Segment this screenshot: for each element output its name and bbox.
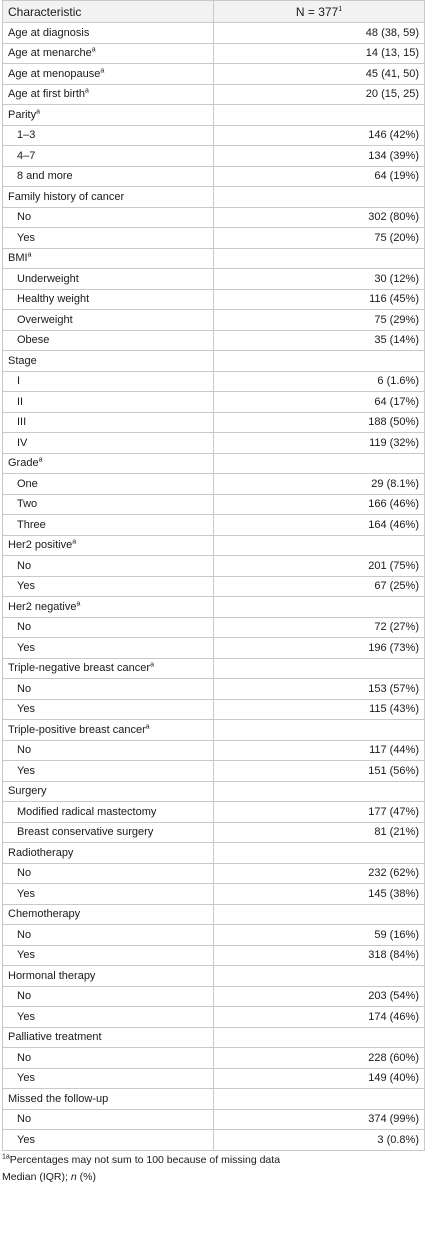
row-value-cell	[214, 125, 425, 146]
table-row	[3, 1007, 425, 1028]
row-label: Grade	[8, 457, 39, 470]
row-sublabel-cell	[3, 1109, 214, 1130]
row-sublabel-cell	[3, 617, 214, 638]
row-label-cell	[3, 64, 214, 85]
table-row	[3, 781, 425, 802]
row-label: Her2 positive	[8, 539, 73, 552]
row-value-cell	[214, 433, 425, 454]
table-row	[3, 351, 425, 372]
row-label: Yes	[17, 641, 35, 654]
row-value-cell	[214, 740, 425, 761]
row-label: No	[17, 990, 32, 1003]
table-row	[3, 986, 425, 1007]
row-value: 196 (73%)	[368, 641, 419, 654]
row-label: I	[17, 375, 21, 388]
row-label: Two	[17, 498, 38, 511]
row-sublabel-cell	[3, 474, 214, 495]
row-label-superscript: a	[38, 456, 43, 464]
row-label: Chemotherapy	[8, 908, 81, 921]
row-value-cell	[214, 166, 425, 187]
row-label-cell	[3, 1027, 214, 1048]
row-label: Yes	[17, 1072, 35, 1085]
table-row	[3, 105, 425, 126]
row-sublabel-cell	[3, 392, 214, 413]
row-value-cell	[214, 925, 425, 946]
row-label-cell	[3, 248, 214, 269]
row-label-cell	[3, 23, 214, 44]
row-label: Underweight	[17, 272, 79, 285]
row-value-cell	[214, 84, 425, 105]
table-row	[3, 884, 425, 905]
row-sublabel-cell	[3, 515, 214, 536]
table-row	[3, 494, 425, 515]
row-value: 59 (16%)	[374, 928, 419, 941]
row-value-cell	[214, 535, 425, 556]
row-label-superscript: a	[36, 108, 41, 116]
row-value: 115 (43%)	[369, 703, 419, 716]
row-label-superscript: a	[91, 46, 96, 54]
row-value: 374 (99%)	[368, 1113, 419, 1126]
row-label: Modified radical mastectomy	[17, 805, 157, 818]
table-row	[3, 330, 425, 351]
row-label: Hormonal therapy	[8, 969, 96, 982]
row-label-cell	[3, 658, 214, 679]
row-value: 72 (27%)	[374, 621, 419, 634]
row-value-cell	[214, 330, 425, 351]
row-sublabel-cell	[3, 761, 214, 782]
footnote-2	[2, 1169, 427, 1186]
row-sublabel-cell	[3, 802, 214, 823]
row-label-cell	[3, 453, 214, 474]
row-label-superscript: a	[100, 67, 105, 75]
table-row	[3, 802, 425, 823]
table-row	[3, 658, 425, 679]
table-row	[3, 289, 425, 310]
row-value: 146 (42%)	[368, 129, 419, 142]
footnote-2-italic: n	[70, 1170, 77, 1183]
row-sublabel-cell	[3, 494, 214, 515]
row-label: Overweight	[17, 313, 73, 326]
row-sublabel-cell	[3, 822, 214, 843]
table-row	[3, 187, 425, 208]
row-label: Obese	[17, 334, 50, 347]
table-row	[3, 597, 425, 618]
row-value: 75 (29%)	[374, 313, 419, 326]
row-value-cell	[214, 453, 425, 474]
row-value-cell	[214, 474, 425, 495]
table-row	[3, 474, 425, 495]
row-label: Family history of cancer	[8, 190, 125, 203]
table-row	[3, 925, 425, 946]
row-value: 117 (44%)	[369, 744, 419, 757]
row-label: Age at first birth	[8, 88, 86, 101]
row-label: Breast conservative surgery	[17, 826, 154, 839]
row-value-cell	[214, 761, 425, 782]
row-sublabel-cell	[3, 166, 214, 187]
table-row	[3, 904, 425, 925]
row-label: Palliative treatment	[8, 1031, 102, 1044]
row-label: Age at menopause	[8, 67, 101, 80]
table-row	[3, 125, 425, 146]
row-label: Triple-positive breast cancer	[8, 723, 146, 736]
row-label: Radiotherapy	[8, 846, 74, 859]
row-value: 302 (80%)	[368, 211, 419, 224]
row-label: Her2 negative	[8, 600, 77, 613]
row-label-superscript: a	[145, 723, 150, 731]
row-sublabel-cell	[3, 556, 214, 577]
row-label-cell	[3, 105, 214, 126]
footnote-2-prefix: Median (IQR);	[2, 1170, 71, 1183]
table-row	[3, 740, 425, 761]
row-value-cell	[214, 822, 425, 843]
row-sublabel-cell	[3, 1068, 214, 1089]
row-label: Missed the follow-up	[8, 1092, 109, 1105]
row-label: One	[17, 477, 38, 490]
row-value-cell	[214, 863, 425, 884]
row-value-cell	[214, 679, 425, 700]
row-label-superscript: a	[85, 87, 89, 95]
table-row	[3, 1068, 425, 1089]
row-label: No	[17, 1051, 32, 1064]
table-row	[3, 679, 425, 700]
row-value: 201 (75%)	[368, 559, 419, 572]
table-row	[3, 146, 425, 167]
row-value-cell	[214, 289, 425, 310]
table-row	[3, 617, 425, 638]
row-label: No	[17, 682, 32, 695]
row-label-superscript: a	[72, 538, 77, 546]
table-header-row	[3, 1, 425, 23]
row-sublabel-cell	[3, 330, 214, 351]
table-row	[3, 515, 425, 536]
row-value-cell	[214, 146, 425, 167]
row-value-cell	[214, 556, 425, 577]
row-value: 81 (21%)	[374, 826, 419, 839]
table-row	[3, 228, 425, 249]
row-sublabel-cell	[3, 679, 214, 700]
row-sublabel-cell	[3, 146, 214, 167]
table-row	[3, 23, 425, 44]
table-row	[3, 863, 425, 884]
table-row	[3, 576, 425, 597]
row-sublabel-cell	[3, 1007, 214, 1028]
row-value: 67 (25%)	[374, 580, 419, 593]
header-characteristic: Characteristic	[3, 1, 214, 23]
row-value-cell	[214, 64, 425, 85]
table-row	[3, 945, 425, 966]
table-row	[3, 1048, 425, 1069]
row-value: 177 (47%)	[368, 805, 419, 818]
row-sublabel-cell	[3, 269, 214, 290]
row-value-cell	[214, 597, 425, 618]
table-row	[3, 248, 425, 269]
row-value-cell	[214, 248, 425, 269]
row-value: 151 (56%)	[368, 764, 419, 777]
row-label-cell	[3, 904, 214, 925]
row-sublabel-cell	[3, 433, 214, 454]
row-value-cell	[214, 658, 425, 679]
row-sublabel-cell	[3, 310, 214, 331]
table-row	[3, 699, 425, 720]
row-sublabel-cell	[3, 371, 214, 392]
row-value: 45 (41, 50)	[365, 67, 419, 80]
row-label: Yes	[17, 1010, 35, 1023]
row-label: Yes	[17, 1133, 35, 1146]
row-label-cell	[3, 1089, 214, 1110]
row-label: III	[17, 416, 27, 429]
characteristics-table	[2, 0, 425, 1151]
row-value: 134 (39%)	[368, 149, 419, 162]
row-label: No	[17, 744, 32, 757]
table-row	[3, 556, 425, 577]
row-label: Yes	[17, 949, 35, 962]
table-row	[3, 392, 425, 413]
row-sublabel-cell	[3, 412, 214, 433]
row-value: 228 (60%)	[368, 1051, 419, 1064]
row-sublabel-cell	[3, 576, 214, 597]
footnote-1-marks: 1a	[2, 1153, 10, 1160]
table-row	[3, 207, 425, 228]
row-label: Surgery	[8, 785, 47, 798]
row-sublabel-cell	[3, 638, 214, 659]
row-label-superscript: a	[76, 600, 81, 608]
table-row	[3, 1089, 425, 1110]
row-value-cell	[214, 1130, 425, 1151]
row-value-cell	[214, 43, 425, 64]
header-n	[214, 1, 425, 23]
row-value-cell	[214, 986, 425, 1007]
row-label: No	[17, 1113, 32, 1126]
row-value-cell	[214, 966, 425, 987]
row-sublabel-cell	[3, 125, 214, 146]
table-row	[3, 166, 425, 187]
table-row	[3, 638, 425, 659]
row-value-cell	[214, 187, 425, 208]
row-value: 29 (8.1%)	[371, 477, 419, 490]
row-label: BMI	[8, 252, 28, 265]
row-label: Yes	[17, 764, 35, 777]
row-label: IV	[17, 436, 28, 449]
row-label-cell	[3, 43, 214, 64]
row-value: 164 (46%)	[368, 518, 419, 531]
row-value-cell	[214, 1089, 425, 1110]
row-label-cell	[3, 597, 214, 618]
row-label: Stage	[8, 354, 37, 367]
row-value: 174 (46%)	[368, 1010, 419, 1023]
row-label-cell	[3, 187, 214, 208]
table-row	[3, 843, 425, 864]
row-label: No	[17, 559, 32, 572]
row-value-cell	[214, 945, 425, 966]
row-value: 30 (12%)	[374, 272, 419, 285]
table-row	[3, 371, 425, 392]
row-value: 149 (40%)	[368, 1072, 419, 1085]
footnote-1-text: Percentages may not sum to 100 because of missing data	[9, 1153, 281, 1166]
row-label-cell	[3, 84, 214, 105]
table-row	[3, 453, 425, 474]
row-label: 1–3	[17, 129, 36, 142]
row-value: 119 (32%)	[369, 436, 419, 449]
row-label: 4–7	[17, 149, 36, 162]
row-value: 188 (50%)	[368, 416, 419, 429]
row-value-cell	[214, 638, 425, 659]
row-value: 48 (38, 59)	[365, 26, 419, 39]
row-label-superscript: a	[27, 251, 32, 259]
row-value-cell	[214, 617, 425, 638]
table-row	[3, 433, 425, 454]
table-body	[3, 23, 425, 1151]
row-value: 318 (84%)	[368, 949, 419, 962]
row-value: 35 (14%)	[374, 334, 419, 347]
row-value: 14 (13, 15)	[365, 47, 419, 60]
row-value-cell	[214, 843, 425, 864]
row-label: Parity	[8, 108, 37, 121]
row-value-cell	[214, 269, 425, 290]
table-row	[3, 966, 425, 987]
row-value: 203 (54%)	[368, 990, 419, 1003]
row-sublabel-cell	[3, 740, 214, 761]
row-value: 232 (62%)	[368, 867, 419, 880]
row-label: Yes	[17, 703, 35, 716]
row-value-cell	[214, 515, 425, 536]
row-label: Yes	[17, 580, 35, 593]
row-value-cell	[214, 576, 425, 597]
row-value: 64 (19%)	[374, 170, 419, 183]
table-row	[3, 43, 425, 64]
row-label: Three	[17, 518, 46, 531]
footnote-1	[2, 1152, 427, 1169]
row-value-cell	[214, 392, 425, 413]
row-value: 153 (57%)	[368, 682, 419, 695]
table-row	[3, 822, 425, 843]
row-label-cell	[3, 966, 214, 987]
row-label-cell	[3, 351, 214, 372]
row-sublabel-cell	[3, 863, 214, 884]
table-row	[3, 84, 425, 105]
row-label-cell	[3, 535, 214, 556]
row-sublabel-cell	[3, 945, 214, 966]
row-value-cell	[214, 310, 425, 331]
row-label: No	[17, 621, 32, 634]
row-sublabel-cell	[3, 884, 214, 905]
row-value-cell	[214, 781, 425, 802]
row-sublabel-cell	[3, 699, 214, 720]
row-label: II	[17, 395, 24, 408]
row-value: 20 (15, 25)	[365, 88, 419, 101]
row-value: 3 (0.8%)	[377, 1133, 419, 1146]
row-value-cell	[214, 1068, 425, 1089]
row-label: Yes	[17, 887, 35, 900]
row-value-cell	[214, 494, 425, 515]
row-sublabel-cell	[3, 925, 214, 946]
row-value-cell	[214, 207, 425, 228]
table-row	[3, 1130, 425, 1151]
table-row	[3, 720, 425, 741]
row-value: 64 (17%)	[374, 395, 419, 408]
row-label: Age at menarche	[8, 47, 92, 60]
row-value: 145 (38%)	[368, 887, 419, 900]
row-label: No	[17, 867, 32, 880]
header-n-text: N = 377	[295, 4, 339, 19]
row-value: 6 (1.6%)	[377, 375, 419, 388]
row-label: 8 and more	[17, 170, 73, 183]
row-label: Triple-negative breast cancer	[8, 662, 151, 675]
row-sublabel-cell	[3, 289, 214, 310]
row-value-cell	[214, 1109, 425, 1130]
footnotes	[0, 1152, 427, 1186]
row-label: Healthy weight	[17, 293, 90, 306]
row-value-cell	[214, 802, 425, 823]
footnote-2-suffix: (%)	[76, 1170, 96, 1183]
row-value: 166 (46%)	[368, 498, 419, 511]
row-sublabel-cell	[3, 1130, 214, 1151]
row-value: 116 (45%)	[369, 293, 419, 306]
table-row	[3, 269, 425, 290]
row-sublabel-cell	[3, 986, 214, 1007]
row-value-cell	[214, 699, 425, 720]
row-value-cell	[214, 904, 425, 925]
row-label-cell	[3, 781, 214, 802]
row-label: Yes	[17, 231, 35, 244]
row-label-superscript: a	[150, 661, 154, 669]
row-label-cell	[3, 843, 214, 864]
row-value-cell	[214, 720, 425, 741]
row-value-cell	[214, 1048, 425, 1069]
row-value-cell	[214, 371, 425, 392]
table-row	[3, 761, 425, 782]
row-sublabel-cell	[3, 228, 214, 249]
table-row	[3, 1109, 425, 1130]
row-sublabel-cell	[3, 1048, 214, 1069]
row-label: No	[17, 211, 32, 224]
table-row	[3, 310, 425, 331]
table-row	[3, 64, 425, 85]
row-value: 75 (20%)	[374, 231, 419, 244]
row-label: No	[17, 928, 32, 941]
row-value-cell	[214, 228, 425, 249]
row-value-cell	[214, 23, 425, 44]
row-value-cell	[214, 351, 425, 372]
row-value-cell	[214, 1027, 425, 1048]
row-value-cell	[214, 884, 425, 905]
row-value-cell	[214, 105, 425, 126]
row-label: Age at diagnosis	[8, 26, 90, 39]
header-n-superscript: 1	[338, 5, 343, 13]
table-row	[3, 1027, 425, 1048]
row-value-cell	[214, 412, 425, 433]
table-row	[3, 535, 425, 556]
table-row	[3, 412, 425, 433]
row-value-cell	[214, 1007, 425, 1028]
row-label-cell	[3, 720, 214, 741]
row-sublabel-cell	[3, 207, 214, 228]
